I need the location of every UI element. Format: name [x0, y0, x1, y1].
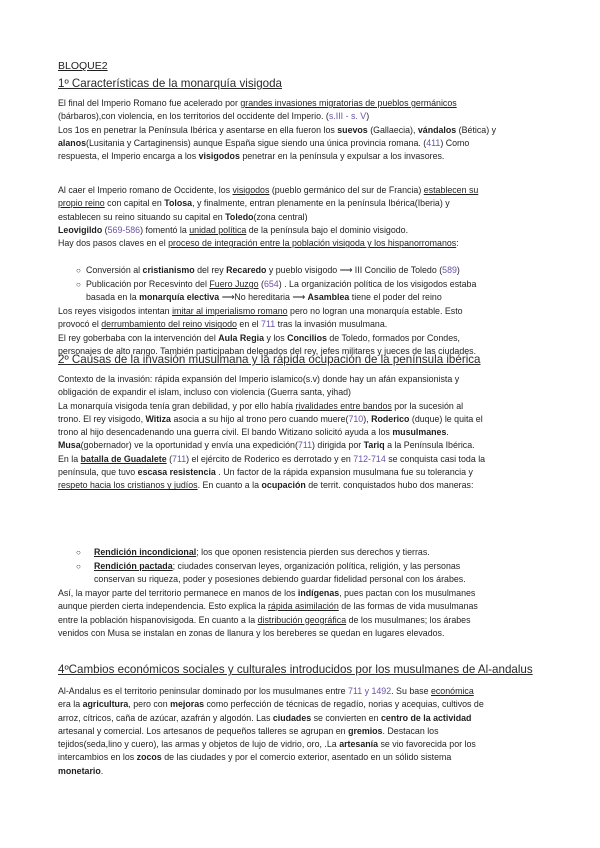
- paragraph-invasion: Contexto de la invasión: rápida expansión del Imperio islamico(s.v) donde hay un afán expansionista y obligación de expandir el islam, incluso con violencia (Guerra santa, yihad) La monarquía visigoda tenía gran debilidad, y por ello había rivalidades entre bandos por la sucesión al trono. El rey visigodo, Witiza asocia a su hijo al trono pero cuando muere(710), Roderico (duque) le quita el trono al hijo desencadenando una guerra civil. El bando Witizano solicitó ayuda a los musulmanes. Musa(gobernador) ve la oportunidad y envía una expedición(711) dirigida por Tariq a la Península Ibérica. En la batalla de Guadalete (711) el ejército de Roderico es derrotado y en 712-714 se conquista casi toda la península, que tuvo escasa resistencia . Un factor de la rápida expansion musulmana fue su tolerancia y respeto hacia los cristianos y judíos. En cuanto a la ocupación de territ. conquistados hubo dos maneras:: [58, 374, 486, 491]
- list-item: Rendición incondicional; los que oponen resistencia pierden sus derechos y tierras.: [94, 547, 430, 557]
- paragraph-reyes: Los reyes visigodos intentan imitar al imperialismo romano pero no logran una monarquía estable. Esto provocó el derrumbamiento del reino visigodo en el 711 tras la invasión musulmana. El rey goberbaba con la intervención del Aula Regia y los Concilios de Toledo, formados por Condes, personajes de alto rango. También participaban delegados del rey, jefes militares y jueces de las ciudades.: [58, 306, 477, 356]
- section-heading-1: 1º Características de la monarquía visigoda: [58, 77, 282, 90]
- hollow-circle-bullet-icon: ○: [76, 548, 81, 557]
- section-heading-3: 4ºCambios económicos sociales y culturales introducidos por los musulmanes de Al-andalus: [58, 663, 533, 676]
- list-item: Rendición pactada; ciudades conservan leyes, organización política, religión, y las personas conservan su riqueza, poder y posesiones debiendo guardar fidelidad personal con los árabes.: [94, 561, 466, 585]
- hollow-circle-bullet-icon: ○: [76, 280, 81, 289]
- section-heading-2: 2º Causas de la invasión musulmana y la rápida ocupación de la península ibérica: [58, 353, 481, 366]
- paragraph-al-andalus: Al-Andalus es el territorio peninsular dominado por los musulmanes entre 711 y 1492. Su base económica era la agricultura, pero con mejoras como perfección de técnicas de regadío, norias y acequias, cultivos de arroz, cítricos, caña de azúcar, azafrán y algodón. Las ciudades se convierten en centro de la actividad artesanal y comercial. Los artesanos de pequeños talleres se agrupan en gremios. Destacan los tejidos(seda,lino y cuero), las armas y objetos de lujo de vidrio, oro, .La artesanía se vio favorecida por los intercambios en los zocos de las ciudades y por el comercio exterior, asentado en un sólido sistema monetario.: [58, 686, 484, 776]
- list-item: Publicación por Recesvinto del Fuero Juzgo (654) . La organización política de los visigodos estaba basada en la monarquía electiva ⟶No hereditaria ⟶ Asamblea tiene el poder del reino: [86, 279, 477, 303]
- list-item: Conversión al cristianismo del rey Recaredo y pueblo visigodo ⟶ III Concilio de Toledo (589): [86, 265, 460, 275]
- paragraph-visigodos: Al caer el Imperio romano de Occidente, los visigodos (pueblo germánico del sur de Francia) establecen su propio reino con capital en Tolosa, y finalmente, entran plenamente en la península Ibérica(Iberia) y establecen su reino situando su capital en Toledo(zona central) Leovigildo (569-586) fomentó la unidad política de la península bajo el dominio visigodo. Hay dos pasos claves en el proceso de integración entre la población visigoda y los hispanorromanos:: [58, 185, 479, 249]
- paragraph-imperio: El final del Imperio Romano fue acelerado por grandes invasiones migratorias de pueblos germánicos (bárbaros),con violencia, en los territorios del occidente del Imperio. (s.III - s. V) Los 1os en penetrar la Península Ibérica y asentarse en ella fueron los suevos (Gallaecia), vándalos (Bética) y alanos(Lusitania y Cartaginensis) aunque España sigue siendo una única provincia romana. (411) Como respuesta, el Imperio encarga a los visigodos penetrar en la península y expulsar a los invasores.: [58, 98, 497, 162]
- hollow-circle-bullet-icon: ○: [76, 266, 81, 275]
- block-title: BLOQUE2: [58, 60, 108, 72]
- hollow-circle-bullet-icon: ○: [76, 562, 81, 571]
- paragraph-territorio: Así, la mayor parte del territorio permanece en manos de los indígenas, pues pactan con los musulmanes aunque pierden cierta independencia. Esto explica la rápida asimilación de las formas de vida musulmanas entre la población hispanovisigoda. En cuanto a la distribución geográfica de los musulmanes; los árabes venidos con Musa se instalan en zonas de llanura y los bereberes se quedan en lugares elevados.: [58, 588, 478, 638]
